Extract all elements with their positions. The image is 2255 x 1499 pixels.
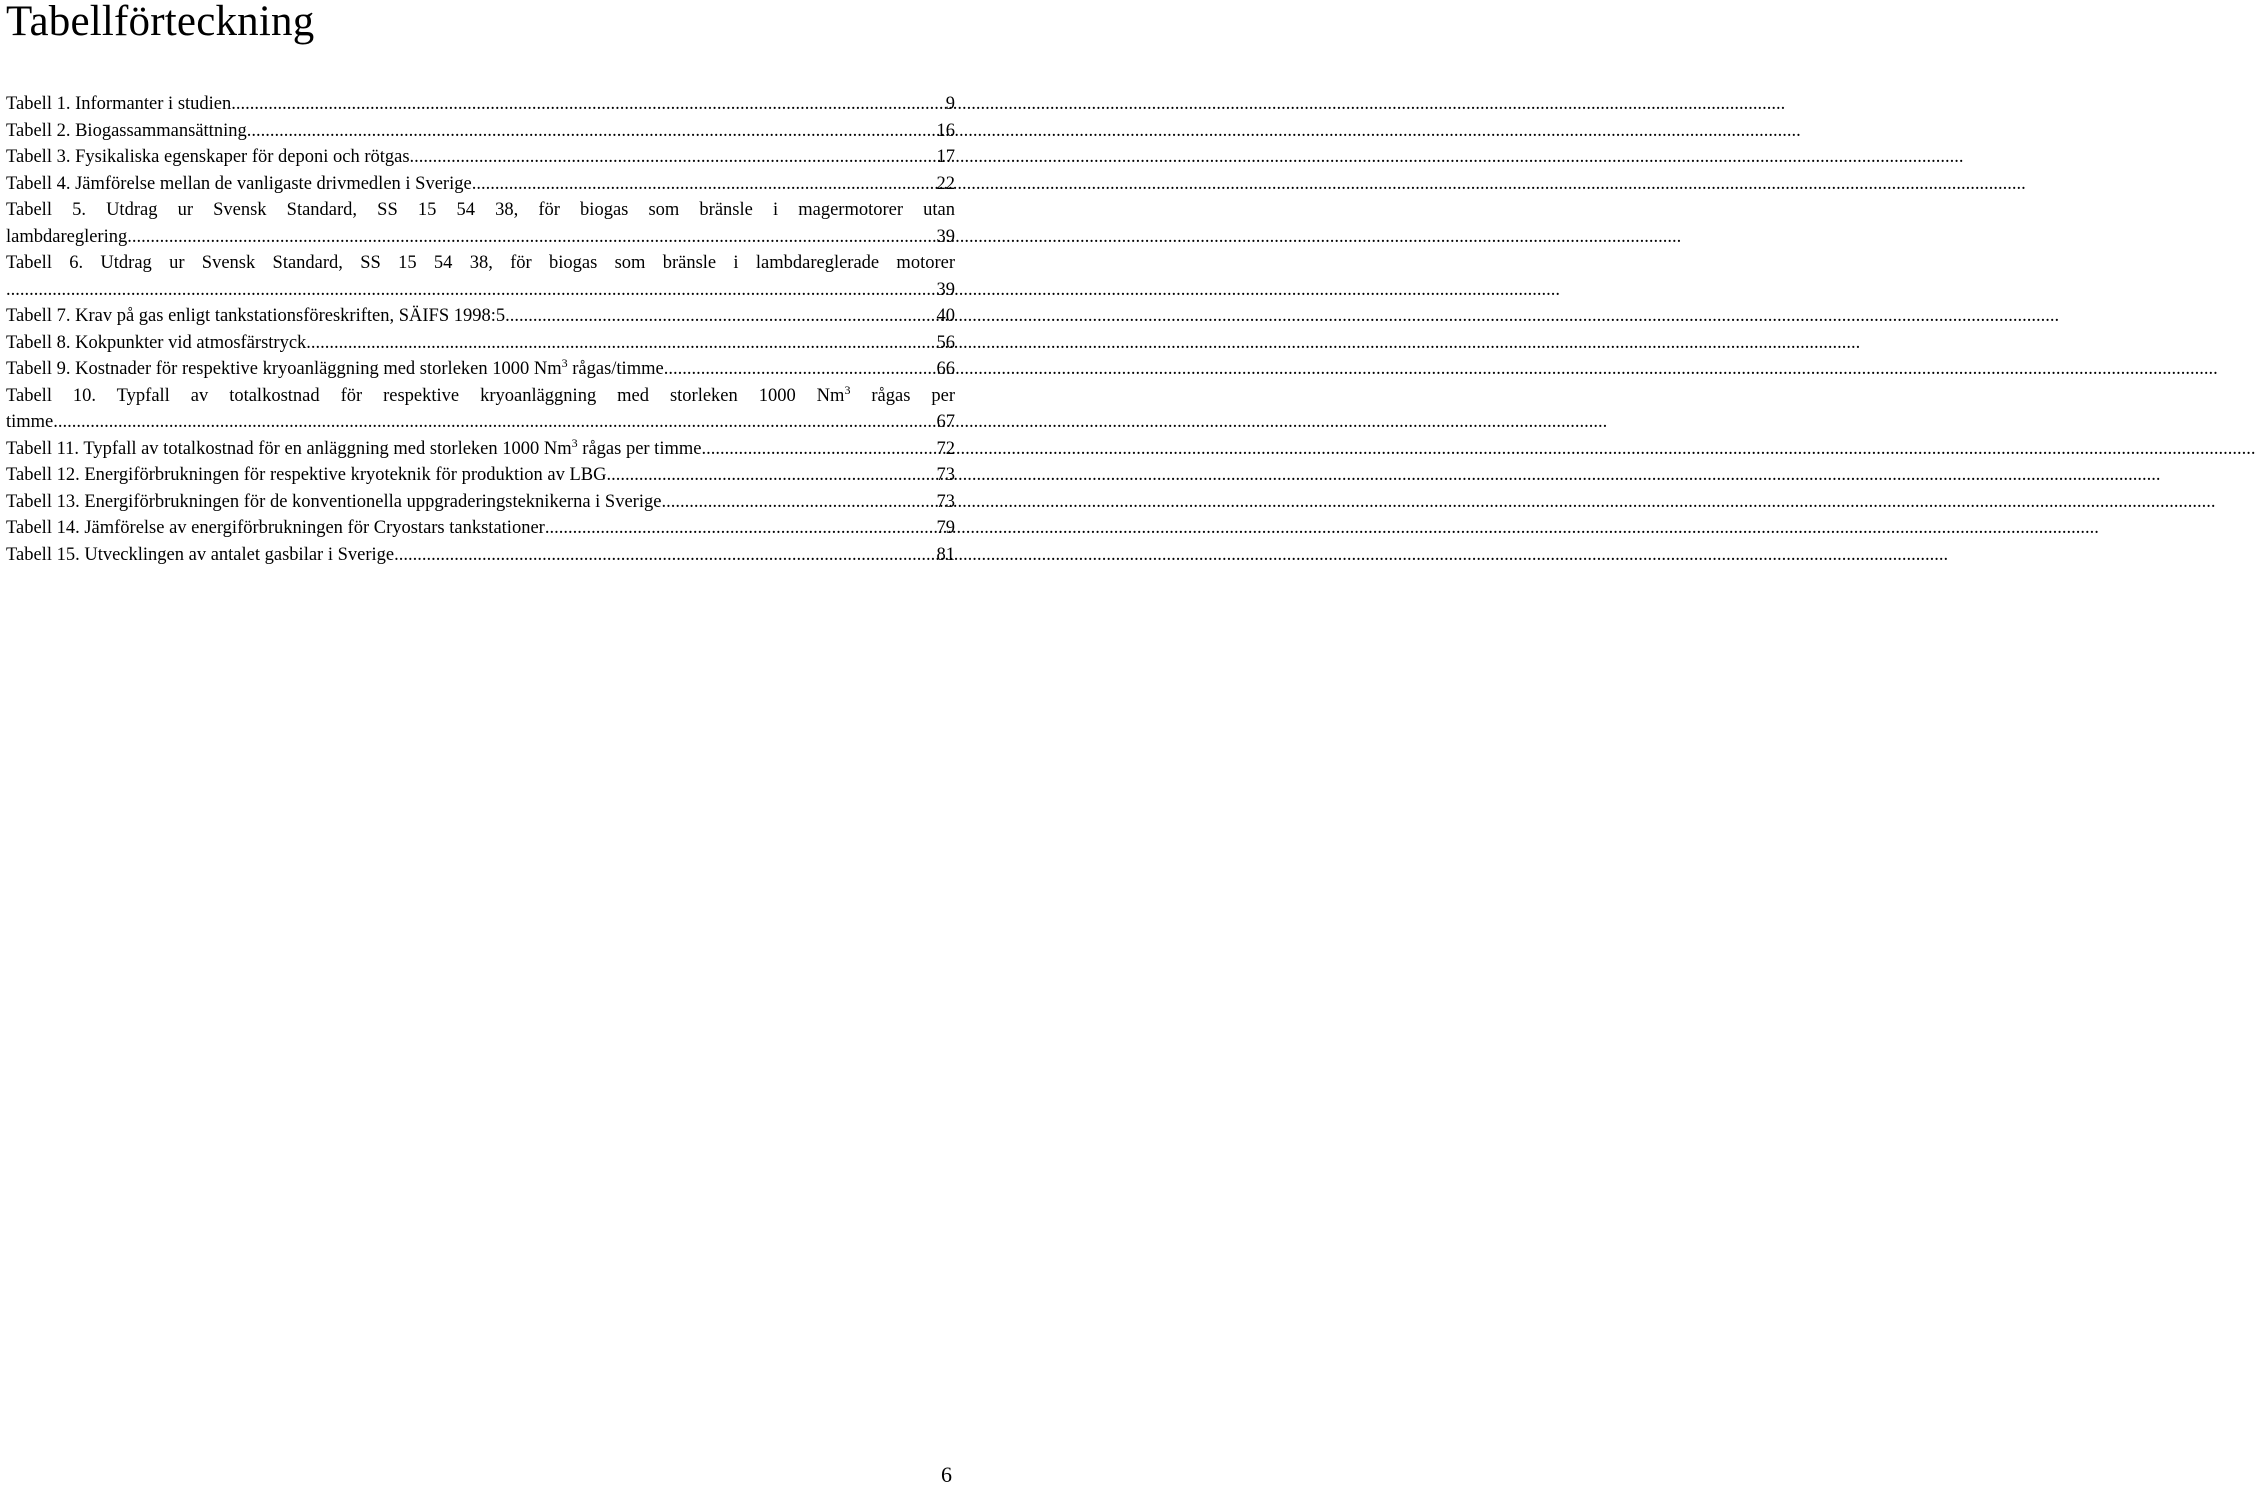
toc-entry-title: Tabell 1. Informanter i studien [6,94,232,114]
dot-leader [306,330,933,357]
toc-entry-title: Tabell 13. Energiförbrukningen för de konventionella uppgraderingsteknikerna i Sverige [6,491,662,512]
toc-entry-title: Tabell 12. Energiförbrukningen för respektive kryoteknik för produktion av LBG [6,465,607,485]
dot-leader [6,277,934,304]
toc-entry-tabell-11[interactable] [6,436,955,463]
table-of-tables [6,91,955,568]
toc-entry-tabell-2[interactable] [6,118,955,145]
dot-leader [607,462,934,489]
dot-leader [394,542,933,569]
toc-entry-title: Tabell 15. Utvecklingen av antalet gasbilar i Sverige [6,544,395,565]
dot-leader [664,356,934,383]
toc-entry-tabell-1[interactable] [6,91,955,118]
dot-leader [53,409,933,436]
toc-entry-title: Tabell 3. Fysikaliska egenskaper för deponi och rötgas [6,147,410,167]
toc-entry-page: 81 [936,544,955,565]
page-number: 6 [941,1462,952,1487]
toc-entry-title-part: Tabell 10. Typfall av totalkostnad för respektive kryoanläggning med storleken 1000 Nm [6,385,845,406]
toc-entry-title-part: rågas per [850,385,956,406]
toc-entry-page: 79 [936,518,955,538]
page-title: Tabellförteckning [6,0,315,45]
dot-leader [472,171,934,198]
toc-entry-tabell-3[interactable] [6,144,955,171]
toc-entry-tabell-10[interactable] [6,383,955,436]
dot-leader [247,118,934,145]
toc-entry-title-line-2: lambdareglering [6,226,128,247]
toc-entry-title: Tabell 2. Biogassammansättning [6,120,247,141]
toc-entry-title [6,436,701,463]
superscript: 3 [571,435,578,450]
toc-entry-tabell-7[interactable] [6,303,955,330]
toc-entry-page: 56 [936,332,955,353]
dot-leader [127,224,933,251]
toc-entry-tabell-14[interactable] [6,515,955,542]
toc-entry-title: Tabell 14. Jämförelse av energiförbrukningen för Cryostars tankstationer [6,518,545,538]
toc-entry-page: 73 [936,491,955,512]
toc-entry-title: Tabell 4. Jämförelse mellan de vanligaste drivmedlen i Sverige [6,173,472,194]
toc-entry-tabell-6[interactable] [6,250,955,303]
toc-entry-title-part: rågas per timme [577,438,702,459]
toc-entry-page: 73 [936,465,955,485]
dot-leader [545,515,934,542]
dot-leader [661,489,933,516]
toc-entry-page: 39 [936,226,955,247]
toc-entry-tabell-4[interactable] [6,171,955,198]
toc-entry-title-part: rågas/timme [567,359,664,379]
toc-entry-page: 39 [936,279,955,300]
toc-entry-title: Tabell 7. Krav på gas enligt tankstationsföreskriften, SÄIFS 1998:5 [6,306,506,326]
toc-entry-tabell-9[interactable] [6,356,955,383]
dot-leader [701,436,933,463]
toc-entry-page: 17 [936,147,955,167]
toc-entry-page: 40 [936,306,955,326]
toc-entry-title-line-2: timme [6,412,54,432]
toc-entry-tabell-12[interactable] [6,462,955,489]
toc-entry-page: 22 [936,173,955,194]
superscript: 3 [561,356,568,370]
toc-entry-title-part: Tabell 9. Kostnader för respektive kryoanläggning med storleken 1000 Nm [6,359,562,379]
toc-entry-page: 66 [936,359,955,379]
dot-leader [231,91,942,118]
toc-entry-title-part: Tabell 11. Typfall av totalkostnad för en anläggning med storleken 1000 Nm [6,438,572,459]
toc-entry-title-line-1 [6,383,955,410]
toc-entry-page: 9 [945,94,955,114]
toc-entry-title-line-1: Tabell 6. Utdrag ur Svensk Standard, SS 15 54 38, för biogas som bränsle i lambdareglerade motorer [6,253,955,273]
toc-entry-title [6,356,664,383]
toc-entry-page: 16 [936,120,955,141]
toc-entry-tabell-8[interactable] [6,330,955,357]
dot-leader [505,303,933,330]
dot-leader [410,144,934,171]
toc-entry-tabell-5[interactable] [6,197,955,250]
superscript: 3 [844,382,851,397]
toc-entry-page: 67 [936,412,955,432]
toc-entry-page: 72 [936,438,955,459]
toc-entry-title: Tabell 8. Kokpunkter vid atmosfärstryck [6,332,307,353]
toc-entry-tabell-13[interactable] [6,489,955,516]
toc-entry-tabell-15[interactable] [6,542,955,569]
toc-entry-title-line-1: Tabell 5. Utdrag ur Svensk Standard, SS 15 54 38, för biogas som bränsle i magermotorer utan [6,200,955,220]
